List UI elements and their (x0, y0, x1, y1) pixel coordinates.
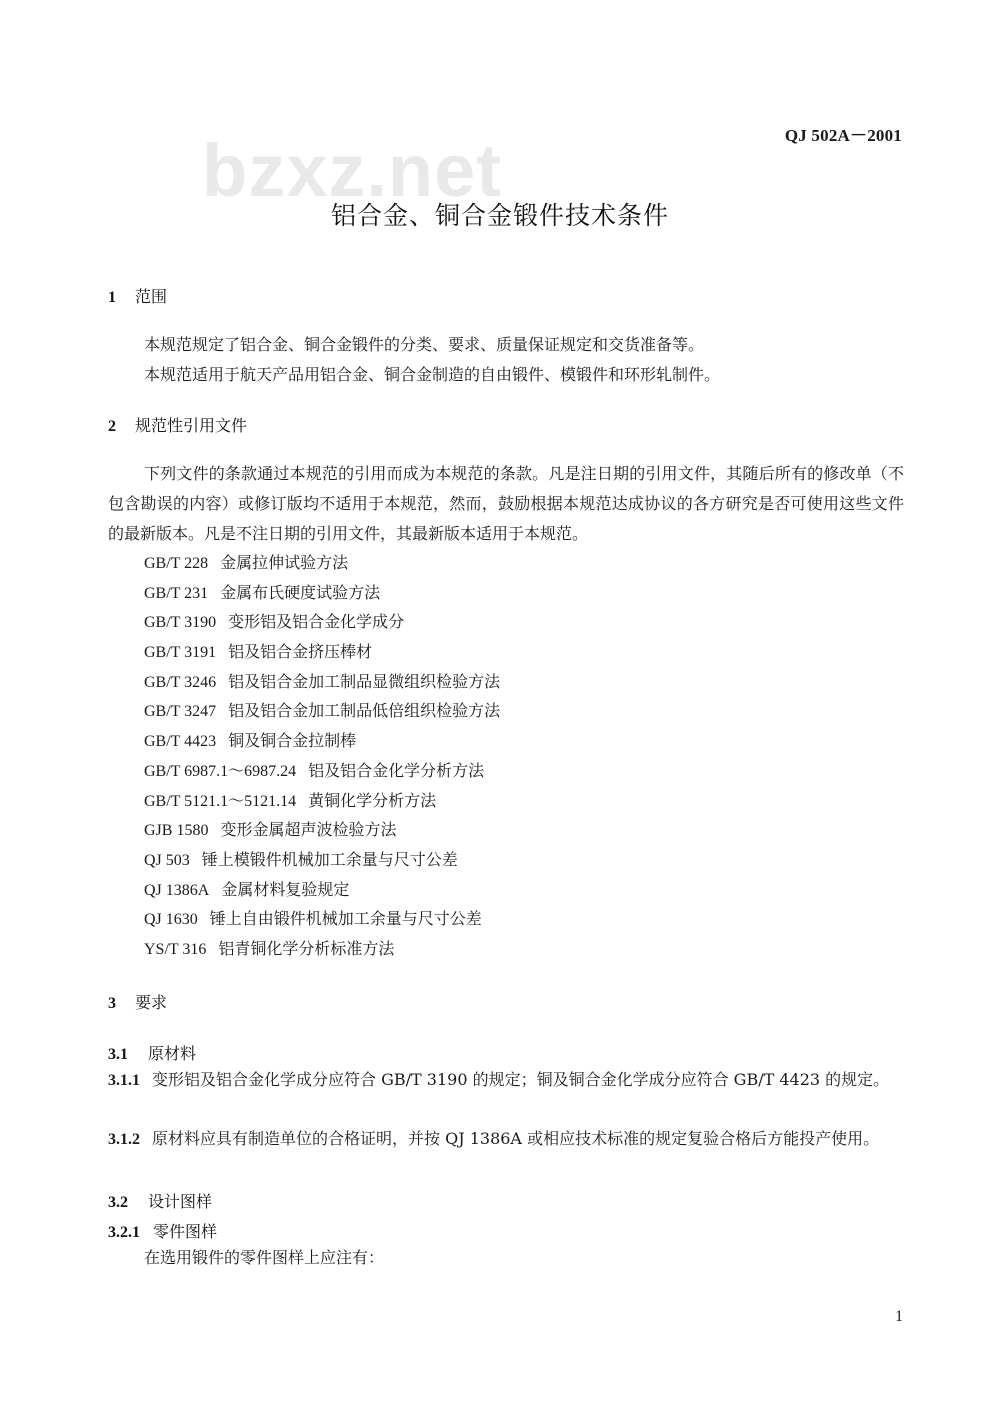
reference-title: 锤上模锻件机械加工余量与尺寸公差 (201, 849, 458, 869)
section-heading-requirements (108, 990, 167, 1013)
clause-3-1-1 (108, 1065, 904, 1096)
reference-item (144, 786, 500, 816)
subsection-heading-raw-materials (108, 1041, 196, 1064)
reference-item (144, 548, 500, 578)
reference-item (144, 726, 500, 756)
reference-title: 锤上自由锻件机械加工余量与尺寸公差 (209, 909, 482, 929)
reference-item (144, 637, 500, 667)
subsection-number: 3.2 (108, 1194, 128, 1211)
reference-code: QJ 1386A (144, 881, 210, 899)
scope-paragraph-1: 本规范规定了铝合金、铜合金锻件的分类、要求、质量保证规定和交货准备等。 (144, 335, 705, 354)
reference-code: QJ 503 (144, 851, 190, 869)
references-intro: 下列文件的条款通过本规范的引用而成为本规范的条款。凡是注日期的引用文件，其随后所有的修改单（不包含勘误的内容）或修订版均不适用于本规范，然而，鼓励根据本规范达成协议的各方研究是否可使用这些文件的最新版本。凡是不注日期的引用文件，其最新版本适用于本规范。 (108, 464, 904, 543)
reference-item (144, 696, 500, 726)
subsection-title: 原材料 (148, 1044, 197, 1063)
document-title: 铝合金、铜合金锻件技术条件 (330, 201, 669, 230)
section-title: 要求 (135, 993, 168, 1012)
reference-code: GB/T 228 (144, 555, 209, 572)
section-number: 2 (108, 418, 116, 435)
reference-code: GB/T 3246 (144, 673, 217, 691)
reference-title: 金属材料复验规定 (221, 879, 350, 899)
reference-code: GB/T 3191 (144, 644, 217, 662)
reference-code: GB/T 3190 (144, 614, 217, 632)
reference-item (144, 815, 500, 845)
reference-code: GB/T 4423 (144, 733, 217, 751)
reference-list (144, 548, 500, 964)
section-number: 1 (108, 289, 116, 306)
clause-3-1-2 (108, 1124, 904, 1155)
clause-text: 变形铝及铝合金化学成分应符合 GB/T 3190 的规定；铜及铜合金化学成分应符合 GB/T 4423 的规定。 (152, 1070, 890, 1089)
reference-title: 铝及铝合金化学分析方法 (308, 760, 485, 780)
subsection-heading-design-drawings (108, 1189, 212, 1212)
reference-item (144, 756, 500, 786)
reference-item (144, 904, 500, 934)
reference-title: 铝及铝合金加工制品显微组织检验方法 (228, 671, 501, 691)
reference-title: 铝青铜化学分析标准方法 (218, 938, 395, 958)
subsection-heading-part-drawings (108, 1219, 217, 1242)
section-number: 3 (108, 995, 116, 1012)
clause-number: 3.1.2 (108, 1131, 140, 1148)
reference-code: YS/T 316 (144, 940, 207, 958)
reference-title: 变形铝及铝合金化学成分 (228, 612, 405, 632)
section-title: 规范性引用文件 (135, 416, 248, 435)
section-heading-scope (108, 284, 167, 307)
section-title: 范围 (135, 287, 168, 306)
watermark: bzxz.net (202, 129, 502, 212)
reference-title: 变形金属超声波检验方法 (220, 820, 397, 840)
reference-code: GJB 1580 (144, 822, 209, 840)
reference-title: 金属布氏硬度试验方法 (220, 582, 381, 602)
clause-text: 原材料应具有制造单位的合格证明，并按 QJ 1386A 或相应技术标准的规定复验合格后方能投产使用。 (152, 1129, 880, 1148)
reference-title: 黄铜化学分析方法 (308, 790, 437, 810)
part-drawing-paragraph: 在选用锻件的零件图样上应注有： (144, 1248, 385, 1267)
reference-code: QJ 1630 (144, 911, 198, 929)
reference-code: GB/T 6987.1～6987.24 (144, 762, 297, 780)
reference-title: 金属拉伸试验方法 (220, 553, 349, 572)
reference-code: GB/T 3247 (144, 703, 217, 721)
subsection-number: 3.2.1 (108, 1224, 140, 1241)
page-number: 1 (895, 1308, 903, 1325)
reference-item (144, 934, 500, 964)
scope-paragraph-2: 本规范适用于航天产品用铝合金、铜合金制造的自由锻件、模锻件和环形轧制件。 (144, 365, 721, 384)
reference-code: GB/T 231 (144, 584, 209, 602)
reference-title: 铝及铝合金挤压棒材 (228, 642, 373, 662)
reference-item (144, 667, 500, 697)
reference-title: 铜及铜合金拉制棒 (228, 731, 357, 751)
reference-item (144, 875, 500, 905)
standard-code: QJ 502A－2001 (784, 126, 902, 145)
section-heading-references (108, 413, 247, 436)
reference-item (144, 845, 500, 875)
reference-item (144, 607, 500, 637)
subsection-title: 零件图样 (153, 1222, 218, 1241)
reference-item (144, 578, 500, 608)
clause-number: 3.1.1 (108, 1072, 140, 1089)
subsection-title: 设计图样 (148, 1192, 213, 1211)
subsection-number: 3.1 (108, 1046, 128, 1063)
reference-code: GB/T 5121.1～5121.14 (144, 792, 297, 810)
reference-title: 铝及铝合金加工制品低倍组织检验方法 (228, 701, 501, 721)
